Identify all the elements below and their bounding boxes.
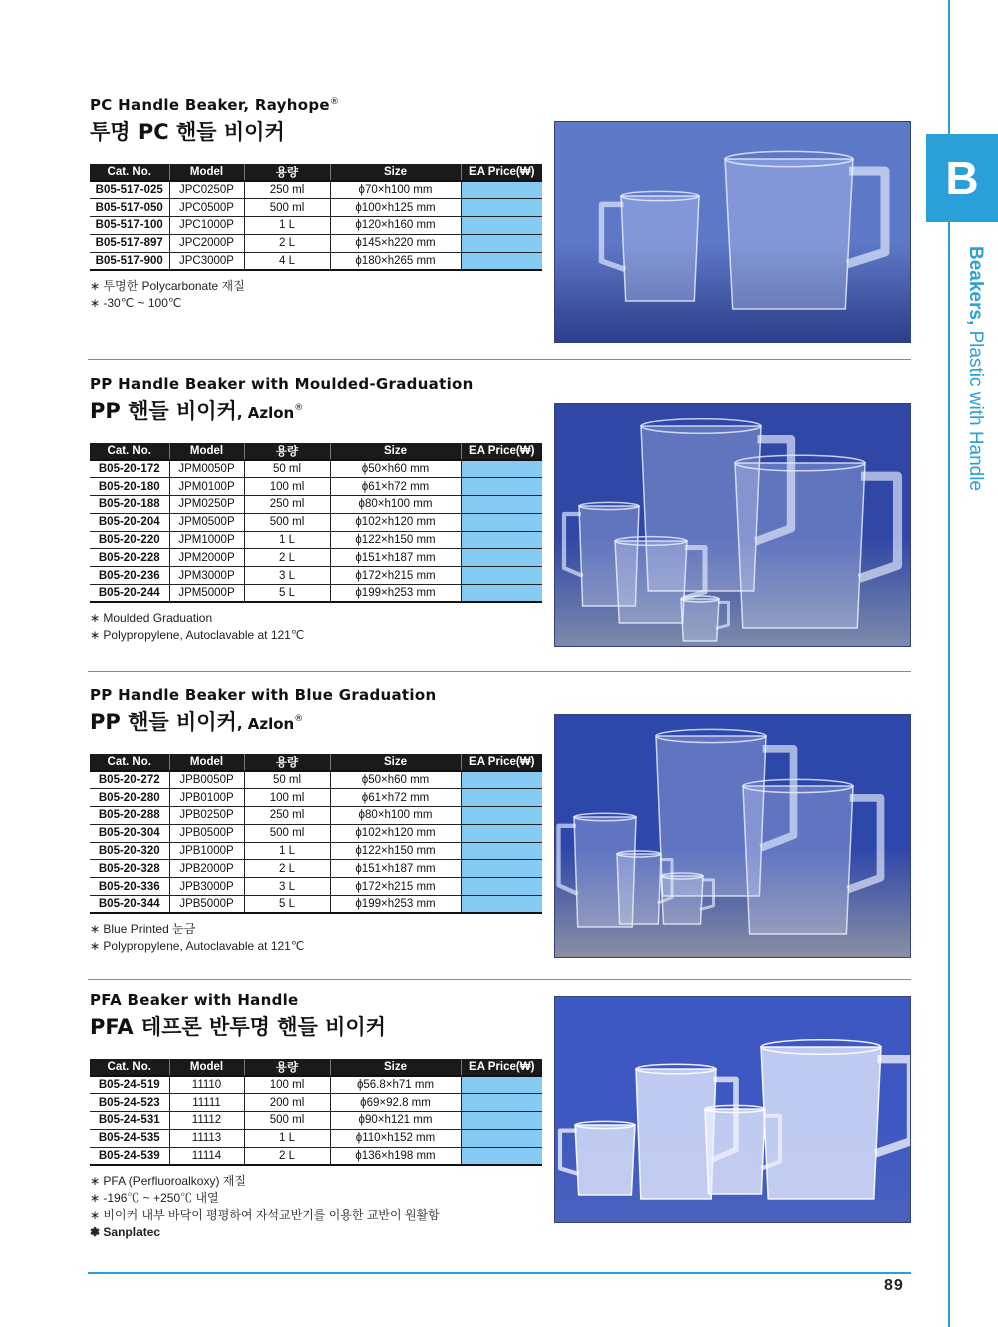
model-cell: JPB0250P [169, 807, 244, 825]
capacity-cell: 250 ml [244, 181, 330, 199]
table-header-row [90, 1059, 542, 1076]
price-cell [461, 824, 542, 842]
product-section [90, 686, 542, 955]
table-row [90, 549, 542, 567]
cat-no-cell: B05-517-900 [90, 252, 169, 270]
size-cell: ϕ61×h72 mm [330, 478, 461, 496]
beaker-shape [661, 873, 714, 924]
section-divider [88, 979, 911, 980]
cat-no-cell: B05-24-539 [90, 1147, 169, 1165]
capacity-cell: 100 ml [244, 478, 330, 496]
column-header: Model [169, 1059, 244, 1076]
note-item: ∗ Blue Printed 눈금 [90, 922, 196, 937]
model-cell: 11113 [169, 1129, 244, 1147]
price-cell [461, 1076, 542, 1094]
model-cell: JPM0050P [169, 460, 244, 478]
size-cell: ϕ50×h60 mm [330, 771, 461, 789]
table-row [90, 807, 542, 825]
size-cell: ϕ56.8×h71 mm [330, 1076, 461, 1094]
size-cell: ϕ180×h265 mm [330, 252, 461, 270]
product-section [90, 96, 542, 312]
size-cell: ϕ61×h72 mm [330, 789, 461, 807]
product-title-en: PP Handle Beaker with Blue Graduation [90, 686, 437, 704]
beaker-illustration [555, 122, 911, 343]
product-title-ko: 투명 PC 핸들 비이커 [90, 120, 285, 144]
beaker-illustration [555, 404, 911, 647]
product-section [90, 991, 542, 1241]
product-title-ko: PP 핸들 비이커, Azlon® [90, 399, 304, 423]
size-cell: ϕ90×h121 mm [330, 1112, 461, 1130]
cat-no-cell: B05-24-531 [90, 1112, 169, 1130]
beaker-illustration [555, 715, 911, 958]
column-header: 용량 [244, 164, 330, 181]
capacity-cell: 500 ml [244, 824, 330, 842]
model-cell: JPM2000P [169, 549, 244, 567]
price-cell [461, 252, 542, 270]
model-cell: JPB0500P [169, 824, 244, 842]
column-header: Size [330, 1059, 461, 1076]
column-header: Model [169, 443, 244, 460]
model-cell: JPM5000P [169, 585, 244, 603]
model-cell: JPB0050P [169, 771, 244, 789]
cat-no-cell: B05-20-220 [90, 531, 169, 549]
cat-no-cell: B05-20-304 [90, 824, 169, 842]
size-cell: ϕ70×h100 mm [330, 181, 461, 199]
beaker-shape [681, 596, 729, 641]
cat-no-cell: B05-20-288 [90, 807, 169, 825]
cat-no-cell: B05-20-172 [90, 460, 169, 478]
size-cell: ϕ172×h215 mm [330, 878, 461, 896]
capacity-cell: 500 ml [244, 199, 330, 217]
table-row [90, 217, 542, 235]
capacity-cell: 500 ml [244, 1112, 330, 1130]
column-header: Cat. No. [90, 1059, 169, 1076]
size-cell: ϕ110×h152 mm [330, 1129, 461, 1147]
category-label [964, 246, 986, 491]
beaker-shape [725, 151, 885, 309]
price-cell [461, 513, 542, 531]
cat-no-cell: B05-20-180 [90, 478, 169, 496]
beaker-shape [761, 1040, 911, 1199]
column-header: Model [169, 754, 244, 771]
table-row [90, 860, 542, 878]
price-cell [461, 878, 542, 896]
product-photo [554, 403, 911, 647]
cat-no-cell: B05-20-336 [90, 878, 169, 896]
cat-no-cell: B05-24-535 [90, 1129, 169, 1147]
size-cell: ϕ199×h253 mm [330, 585, 461, 603]
table-row [90, 1147, 542, 1165]
capacity-cell: 3 L [244, 878, 330, 896]
size-cell: ϕ80×h100 mm [330, 807, 461, 825]
price-cell [461, 549, 542, 567]
price-cell [461, 531, 542, 549]
capacity-cell: 5 L [244, 585, 330, 603]
cat-no-cell: B05-20-204 [90, 513, 169, 531]
size-cell: ϕ145×h220 mm [330, 234, 461, 252]
section-divider [88, 671, 911, 672]
table-row [90, 513, 542, 531]
price-cell [461, 478, 542, 496]
capacity-cell: 1 L [244, 1129, 330, 1147]
price-cell [461, 234, 542, 252]
table-row [90, 878, 542, 896]
column-header: Cat. No. [90, 443, 169, 460]
size-cell: ϕ102×h120 mm [330, 513, 461, 531]
model-cell: JPM0250P [169, 496, 244, 514]
capacity-cell: 100 ml [244, 789, 330, 807]
column-header: 용량 [244, 443, 330, 460]
column-header: 용량 [244, 754, 330, 771]
price-cell [461, 1147, 542, 1165]
section-divider [88, 359, 911, 360]
product-photo [554, 121, 911, 343]
column-header: EA Price(₩) [461, 164, 542, 181]
price-cell [461, 181, 542, 199]
size-cell: ϕ120×h160 mm [330, 217, 461, 235]
size-cell: ϕ199×h253 mm [330, 896, 461, 914]
cat-no-cell: B05-20-236 [90, 567, 169, 585]
cat-no-cell: B05-24-519 [90, 1076, 169, 1094]
spec-table [90, 754, 542, 914]
table-row [90, 234, 542, 252]
cat-no-cell: B05-20-344 [90, 896, 169, 914]
table-row [90, 1076, 542, 1094]
beaker-shape [743, 779, 881, 934]
column-header: EA Price(₩) [461, 754, 542, 771]
size-cell: ϕ151×h187 mm [330, 860, 461, 878]
product-title-en: PC Handle Beaker, Rayhope® [90, 96, 340, 114]
product-title-en: PFA Beaker with Handle [90, 991, 299, 1009]
model-cell: 11111 [169, 1094, 244, 1112]
table-row [90, 1094, 542, 1112]
column-header: Size [330, 164, 461, 181]
product-notes [90, 610, 542, 644]
price-cell [461, 860, 542, 878]
model-cell: JPM0500P [169, 513, 244, 531]
model-cell: 11110 [169, 1076, 244, 1094]
table-row [90, 1129, 542, 1147]
column-header: Model [169, 164, 244, 181]
model-cell: JPC1000P [169, 217, 244, 235]
table-row [90, 460, 542, 478]
model-cell: JPB2000P [169, 860, 244, 878]
size-cell: ϕ172×h215 mm [330, 567, 461, 585]
product-title-ko: PP 핸들 비이커, Azlon® [90, 710, 304, 734]
size-cell: ϕ122×h150 mm [330, 842, 461, 860]
category-label-rest: Plastic with Handle [965, 325, 986, 492]
capacity-cell: 2 L [244, 1147, 330, 1165]
size-cell: ϕ50×h60 mm [330, 460, 461, 478]
brand-line: ❃ Sanplatec [90, 1224, 161, 1239]
beaker-shape [735, 455, 898, 628]
cat-no-cell: B05-517-025 [90, 181, 169, 199]
table-row [90, 181, 542, 199]
size-cell: ϕ136×h198 mm [330, 1147, 461, 1165]
product-notes [90, 921, 542, 955]
column-header: Size [330, 754, 461, 771]
spec-table [90, 443, 542, 603]
price-cell [461, 217, 542, 235]
brand-suffix: , Azlon [236, 404, 295, 422]
product-photo [554, 996, 911, 1223]
column-header: EA Price(₩) [461, 443, 542, 460]
column-header: Cat. No. [90, 754, 169, 771]
capacity-cell: 250 ml [244, 807, 330, 825]
cat-no-cell: B05-20-272 [90, 771, 169, 789]
table-header-row [90, 754, 542, 771]
capacity-cell: 500 ml [244, 513, 330, 531]
note-item: ∗ Polypropylene, Autoclavable at 121℃ [90, 939, 305, 954]
note-item: ∗ -30℃ ~ 100℃ [90, 295, 182, 310]
size-cell: ϕ100×h125 mm [330, 199, 461, 217]
registered-mark: ® [294, 403, 304, 413]
model-cell: JPC0250P [169, 181, 244, 199]
capacity-cell: 1 L [244, 217, 330, 235]
table-row [90, 585, 542, 603]
column-header: EA Price(₩) [461, 1059, 542, 1076]
column-header: Size [330, 443, 461, 460]
table-row [90, 478, 542, 496]
model-cell: JPB5000P [169, 896, 244, 914]
page-number: 89 [884, 1277, 904, 1294]
column-header: 용량 [244, 1059, 330, 1076]
product-section [90, 375, 542, 644]
category-label-bold: Beakers, [965, 246, 986, 326]
price-cell [461, 585, 542, 603]
cat-no-cell: B05-517-897 [90, 234, 169, 252]
capacity-cell: 5 L [244, 896, 330, 914]
capacity-cell: 1 L [244, 842, 330, 860]
price-cell [461, 567, 542, 585]
footer-line [88, 1272, 911, 1274]
product-title-ko: PFA 테프론 반투명 핸들 비이커 [90, 1015, 386, 1039]
capacity-cell: 50 ml [244, 771, 330, 789]
column-header: Cat. No. [90, 164, 169, 181]
capacity-cell: 2 L [244, 234, 330, 252]
model-cell: JPB3000P [169, 878, 244, 896]
capacity-cell: 100 ml [244, 1076, 330, 1094]
table-row [90, 789, 542, 807]
model-cell: JPM1000P [169, 531, 244, 549]
price-cell [461, 1129, 542, 1147]
size-cell: ϕ151×h187 mm [330, 549, 461, 567]
model-cell: JPM0100P [169, 478, 244, 496]
registered-mark: ® [329, 97, 340, 107]
cat-no-cell: B05-20-228 [90, 549, 169, 567]
product-notes [90, 278, 542, 312]
model-cell: JPC3000P [169, 252, 244, 270]
model-cell: JPB0100P [169, 789, 244, 807]
cat-no-cell: B05-20-188 [90, 496, 169, 514]
cat-no-cell: B05-20-320 [90, 842, 169, 860]
registered-mark: ® [294, 714, 304, 724]
brand-suffix: , Azlon [236, 715, 295, 733]
price-cell [461, 896, 542, 914]
table-header-row [90, 164, 542, 181]
table-header-row [90, 443, 542, 460]
price-cell [461, 460, 542, 478]
model-cell: 11112 [169, 1112, 244, 1130]
size-cell: ϕ69×92.8 mm [330, 1094, 461, 1112]
price-cell [461, 842, 542, 860]
note-item: ∗ PFA (Perfluoroalkoxy) 재질 [90, 1173, 246, 1188]
price-cell [461, 199, 542, 217]
size-cell: ϕ80×h100 mm [330, 496, 461, 514]
cat-no-cell: B05-517-050 [90, 199, 169, 217]
model-cell: JPC0500P [169, 199, 244, 217]
model-cell: 11114 [169, 1147, 244, 1165]
beaker-shape [560, 1121, 635, 1195]
spec-table [90, 164, 542, 271]
spec-table [90, 1059, 542, 1166]
price-cell [461, 807, 542, 825]
table-row [90, 824, 542, 842]
note-item: ∗ -196℃ ~ +250℃ 내열 [90, 1190, 219, 1205]
table-row [90, 496, 542, 514]
product-notes [90, 1173, 542, 1241]
table-row [90, 252, 542, 270]
note-item: ∗ Polypropylene, Autoclavable at 121℃ [90, 628, 305, 643]
table-row [90, 1112, 542, 1130]
table-row [90, 771, 542, 789]
model-cell: JPB1000P [169, 842, 244, 860]
price-cell [461, 496, 542, 514]
cat-no-cell: B05-20-328 [90, 860, 169, 878]
model-cell: JPM3000P [169, 567, 244, 585]
table-row [90, 842, 542, 860]
capacity-cell: 2 L [244, 860, 330, 878]
note-item: ∗ 비이커 내부 바닥이 평평하여 자석교반기를 이용한 교반이 원활함 [90, 1207, 440, 1222]
table-row [90, 896, 542, 914]
capacity-cell: 1 L [244, 531, 330, 549]
capacity-cell: 250 ml [244, 496, 330, 514]
table-row [90, 531, 542, 549]
note-item: ∗ Moulded Graduation [90, 611, 213, 626]
size-cell: ϕ102×h120 mm [330, 824, 461, 842]
table-row [90, 199, 542, 217]
cat-no-cell: B05-20-280 [90, 789, 169, 807]
size-cell: ϕ122×h150 mm [330, 531, 461, 549]
product-title-en: PP Handle Beaker with Moulded-Graduation [90, 375, 474, 393]
price-cell [461, 1094, 542, 1112]
model-cell: JPC2000P [169, 234, 244, 252]
table-row [90, 567, 542, 585]
beaker-shape [602, 191, 700, 301]
cat-no-cell: B05-517-100 [90, 217, 169, 235]
product-photo [554, 714, 911, 958]
capacity-cell: 4 L [244, 252, 330, 270]
cat-no-cell: B05-20-244 [90, 585, 169, 603]
price-cell [461, 771, 542, 789]
beaker-illustration [555, 997, 911, 1223]
capacity-cell: 3 L [244, 567, 330, 585]
capacity-cell: 200 ml [244, 1094, 330, 1112]
price-cell [461, 789, 542, 807]
note-item: ∗ 투명한 Polycarbonate 재질 [90, 278, 245, 293]
section-letter-tab: B [926, 134, 998, 222]
cat-no-cell: B05-24-523 [90, 1094, 169, 1112]
capacity-cell: 2 L [244, 549, 330, 567]
price-cell [461, 1112, 542, 1130]
capacity-cell: 50 ml [244, 460, 330, 478]
